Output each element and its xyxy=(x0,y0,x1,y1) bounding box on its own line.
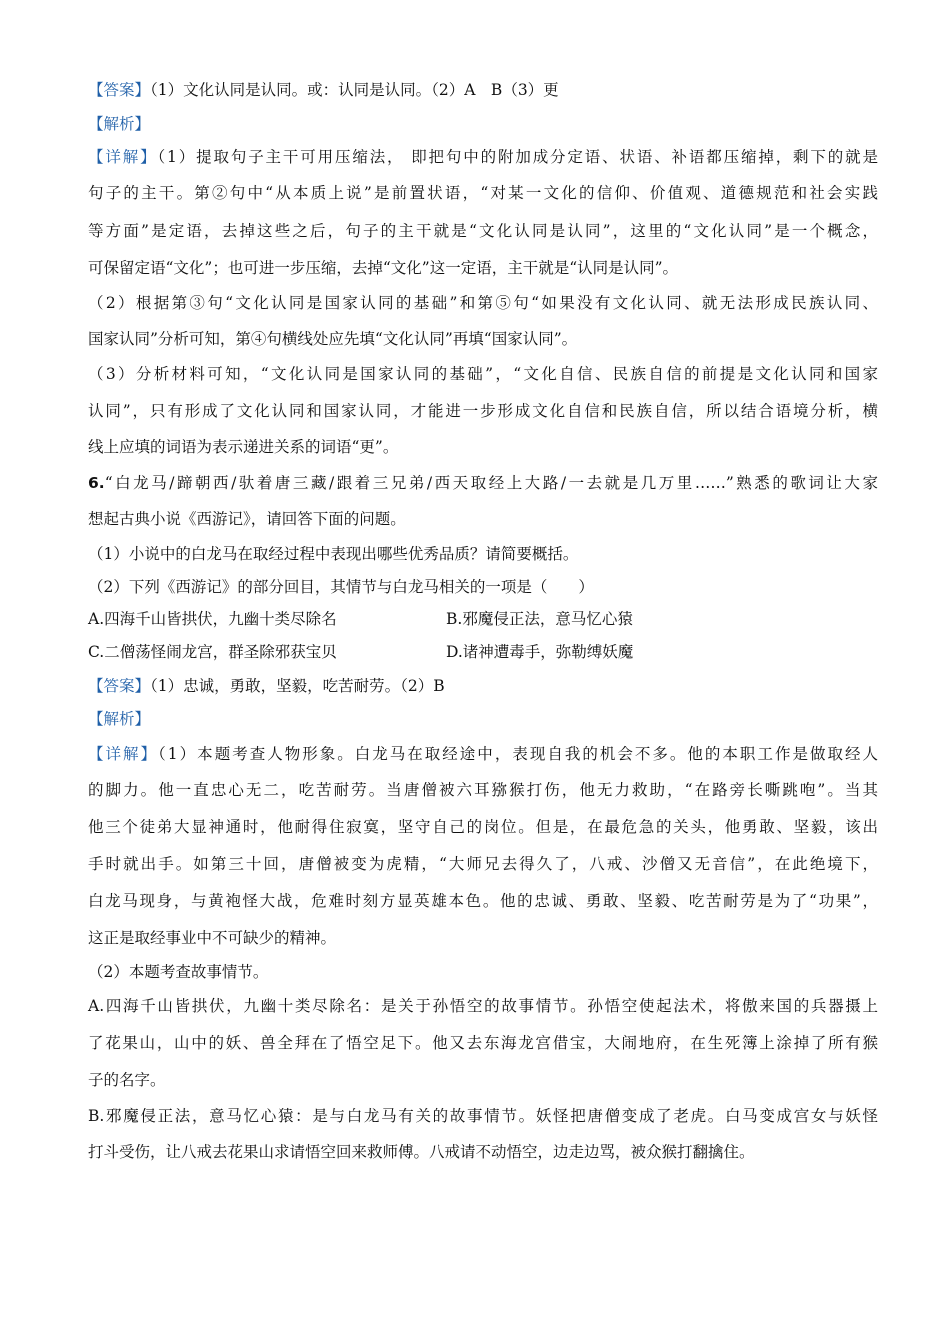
q5-detail-p3-line-3: 线上应填的词语为表示递进关系的词语“更”。 xyxy=(88,438,399,456)
detail-tag: 【详解】 xyxy=(88,745,159,763)
q6-stem-line-1: 6.“白龙马/蹄朝西/驮着唐三藏/跟着三兄弟/西天取经上大路/一去就是几万里……”熟悉的歌词让大家 xyxy=(88,474,878,492)
q5-detail-p2-line-2: 国家认同”分析可知，第④句横线处应先填“文化认同”再填“国家认同”。 xyxy=(88,330,578,348)
q5-detail-line-2: 句子的主干。第②句中“从本质上说”是前置状语，“对某一文化的信仰、价值观、道德规范和社会实践 xyxy=(88,184,878,202)
q6-detail-line-6: 这正是取经事业中不可缺少的精神。 xyxy=(88,929,337,947)
option-d: D.诸神遭毒手，弥勒缚妖魔 xyxy=(446,643,634,661)
q6-detail-pa-line-1: A.四海千山皆拱伏，九幽十类尽除名：是关于孙悟空的故事情节。孙悟空使起法术，将傲来国的兵器摄上 xyxy=(88,997,878,1015)
q5-detail-line-3: 等方面”是定语，去掉这些之后，句子的主干就是“文化认同是认同”，这里的“文化认同”是一个概念， xyxy=(88,222,878,240)
q6-detail-pb-line-2: 打斗受伤，让八戒去花果山求请悟空回来救师傅。八戒请不动悟空，边走边骂，被众猴打翻擒住。 xyxy=(88,1143,755,1161)
analysis-tag: 【解析】 xyxy=(88,710,151,728)
option-b: B.邪魔侵正法，意马忆心猿 xyxy=(446,610,633,628)
q6-detail-p2: （2）本题考查故事情节。 xyxy=(88,963,269,981)
q6-detail-line-4: 手时就出手。如第三十回，唐僧被变为虎精，“大师兄去得久了，八戒、沙僧又无音信”，在此绝境下， xyxy=(88,855,878,873)
q6-number: 6. xyxy=(88,474,105,492)
q6-detail-pa-line-2: 了花果山，山中的妖、兽全拜在了悟空足下。他又去东海龙宫借宝，大闹地府，在生死簿上涂掉了所有猴 xyxy=(88,1034,878,1052)
q5-detail-line-1: 【详解】（1）提取句子主干可用压缩法， 即把句中的附加成分定语、状语、补语都压缩掉，剩下的就是 xyxy=(88,148,878,166)
q5-detail-line-4: 可保留定语“文化”；也可进一步压缩，去掉“文化”这一定语，主干就是“认同是认同”。 xyxy=(88,259,679,277)
q6-stem-line-2: 想起古典小说《西游记》，请回答下面的问题。 xyxy=(88,510,406,528)
q5-answer-line xyxy=(88,79,878,101)
answer-tag: 【答案】 xyxy=(88,677,151,695)
q6-answer-text: （1）忠诚，勇敢，坚毅，吃苦耐劳。（2）B xyxy=(150,677,445,695)
q6-detail-line-2: 的脚力。他一直忠心无二，吃苦耐劳。当唐僧被六耳猕猴打伤，他无力救助，“在路旁长嘶跳咆”。当其 xyxy=(88,781,878,799)
detail-tag: 【详解】 xyxy=(88,148,158,166)
q6-detail-line-3: 他三个徒弟大显神通时，他耐得住寂寞，坚守自己的岗位。但是，在最危急的关头，他勇敢、坚毅，该出 xyxy=(88,818,878,836)
q6-detail-line-1: 【详解】（1）本题考查人物形象。白龙马在取经途中，表现自我的机会不多。他的本职工作是做取经人 xyxy=(88,745,878,763)
q6-detail-line-5: 白龙马现身，与黄袍怪大战，危难时刻方显英雄本色。他的忠诚、勇敢、坚毅、吃苦耐劳是为了“功果”， xyxy=(88,892,878,910)
answer-tag: 【答案】 xyxy=(88,81,151,99)
q5-detail-p3-line-1: （3）分析材料可知，“文化认同是国家认同的基础”，“文化自信、民族自信的前提是文化认同和国家 xyxy=(88,365,878,383)
q5-detail-p3-line-2: 认同”，只有形成了文化认同和国家认同，才能进一步形成文化自信和民族自信，所以结合语境分析，横 xyxy=(88,402,878,420)
q6-sub-question-1: （1）小说中的白龙马在取经过程中表现出哪些优秀品质？请简要概括。 xyxy=(88,545,579,563)
q6-detail-pb-line-1: B.邪魔侵正法，意马忆心猿：是与白龙马有关的故事情节。妖怪把唐僧变成了老虎。白马变成宫女与妖怪 xyxy=(88,1107,878,1125)
q6-detail-pa-line-3: 子的名字。 xyxy=(88,1071,166,1089)
option-c: C.二僧荡怪闹龙宫，群圣除邪获宝贝 xyxy=(88,643,337,661)
q6-answer-line xyxy=(88,675,878,697)
q6-sub-question-2: （2）下列《西游记》的部分回目，其情节与白龙马相关的一项是（ ） xyxy=(88,578,594,596)
q5-answer-text: （1）文化认同是认同。或：认同是认同。（2）A B（3）更 xyxy=(150,81,559,99)
q5-detail-p2-line-1: （2）根据第③句“文化认同是国家认同的基础”和第⑤句“如果没有文化认同、就无法形成民族认同、 xyxy=(88,294,878,312)
analysis-tag: 【解析】 xyxy=(88,115,151,133)
option-a: A.四海千山皆拱伏，九幽十类尽除名 xyxy=(88,610,337,628)
